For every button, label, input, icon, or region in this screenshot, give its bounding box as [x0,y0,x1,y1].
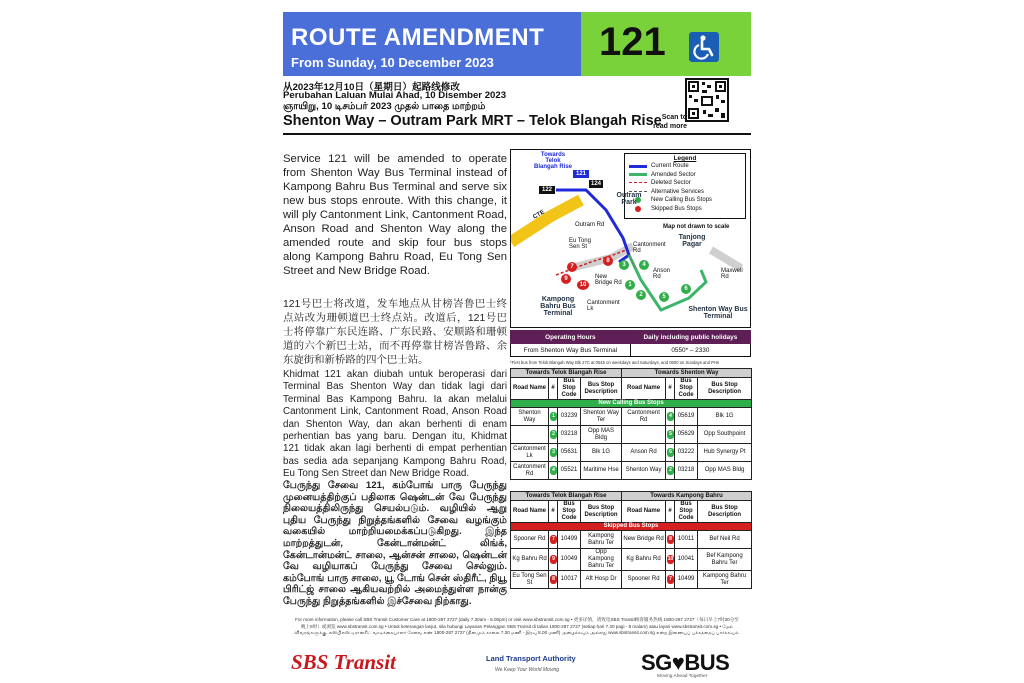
service-number-block [581,12,751,76]
operating-hours-table [510,330,751,357]
column-header: Bus Stop Description [698,378,752,400]
scan-label: Scan to read more [653,114,687,130]
stop-number-cell [666,531,675,549]
qr-code[interactable] [685,78,729,122]
map-label-tanjong-pagar: Tanjong Pagar [678,234,706,248]
column-header: Road Name [511,378,549,400]
new-stop-marker: 3 [619,260,629,270]
stop-number-cell [666,462,675,480]
stop-number-badge: 4 [667,412,674,421]
stop-number-badge: 3 [550,448,557,457]
bus-stop-description-cell: Kampong Bahru Ter [698,571,752,589]
table-row [511,426,752,444]
bus-stop-code-cell: 05521 [558,462,581,480]
legend-title: Legend [673,155,697,162]
map-scale-note: Map not drawn to scale [663,224,730,230]
bus-stop-code-cell: 03239 [558,408,581,426]
column-header: Bus Stop Code [558,378,581,400]
date-line-chinese: 从2023年12月10日（星期日）起路线修改 [283,82,460,93]
skipped-stop-marker: 10 [577,280,589,290]
effective-date: From Sunday, 10 December 2023 [291,55,494,70]
skipped-stops-body [511,531,752,589]
stop-number-cell [549,531,558,549]
date-line-tamil: ஞாயிறு, 10 டிசம்பர் 2023 முதல் பாதை மாற்றம் [283,101,486,112]
bus-stop-description-cell: Shenton Way Ter [581,408,622,426]
new-stop-marker: 4 [639,260,649,270]
table-row [511,531,752,549]
bus-stop-code-cell: 10499 [558,531,581,549]
table-row [511,408,752,426]
road-name-cell: New Bridge Rd [622,531,666,549]
stop-number-cell [666,444,675,462]
date-line-malay: Perubahan Laluan Mulai Ahad, 10 Disember 2023 [283,90,507,101]
current-route-swatch [629,165,647,168]
direction-header: Towards Telok Blangah Rise [511,492,622,501]
stop-number-cell [666,571,675,589]
map-label-outram-park: Outram Park [616,192,642,206]
skipped-stop-marker: 7 [567,262,577,272]
stop-number-badge: 5 [667,430,674,439]
table-row [511,549,752,571]
wheelchair-icon [689,32,719,62]
new-stops-table [510,368,751,480]
bus-stop-code-cell: 10011 [675,531,698,549]
new-stops-body [511,408,752,480]
bus-stop-code-cell: 10049 [558,549,581,571]
map-label-maxwell-rd: Maxwell Rd [721,268,743,280]
sg-bus-tagline: Moving Ahead Together [657,674,708,679]
map-label-cantonment-rd: Cantonment Rd [633,242,666,254]
stop-number-cell [549,462,558,480]
bus-stop-description-cell: Kampong Bahru Ter [581,531,622,549]
bus-stop-code-cell: 05629 [675,426,698,444]
description-tamil: பேருந்து சேவை 121, கம்போங் பாரு பேருந்து முனையத்திற்குப் பதிலாக ஷென்டன் வே பேருந்து நிலையத்திலிருந்து செயல்படும். வழியில் ஆறு புதிய பேருந்து நிறுத்தங்களில் சேவை வழங்கும் வகையில் மாற்றியமைக்கப்படுகிறது. இந்த மாற்றத்துடன், கேன்டான்மன்ட் லிங்க், கேன்டான்மன்ட் சாலை, ஆன்சன் சாலை, ஷென்டன் வே வழியாகப் பேருந்து சேவை செல்லும். கம்போங் பாரு சாலை, யூ டோங் சென் ஸ்திரீட், நியூ பிரிட்ஜ் சாலை ஆகியவற்றில் அமைந்துள்ள நான்கு பேருந்து நிறுத்தங்களில் இச்சேவை நிற்காது. [283,480,507,607]
legend-item: Amended Sector [625,171,745,180]
table-row [511,462,752,480]
legend-item: Deleted Sector [625,179,745,188]
bus-stop-code-cell: 05631 [558,444,581,462]
road-name-cell: Cantonment Lk [511,444,549,462]
legend-item: Current Route [625,162,745,171]
hours-header-days: Daily including public holidays [630,331,750,344]
bus-stop-code-cell: 03218 [558,426,581,444]
bus-stop-description-cell: Blk 1G [698,408,752,426]
skipped-stop-marker: 8 [603,256,613,266]
column-header: Road Name [622,378,666,400]
new-stop-marker: 2 [636,290,646,300]
direction-header: Towards Kampong Bahru [622,492,752,501]
road-name-cell [622,426,666,444]
service-number: 121 [599,20,666,64]
bus-stop-description-cell: Maritime Hse [581,462,622,480]
legend-item: Alternative Services [625,188,745,197]
bus-stop-code-cell: 03218 [675,462,698,480]
map-label-cte: CTE [532,209,546,221]
road-name-cell: Shenton Way [622,462,666,480]
route-amendment-notice [281,10,753,678]
header-title-block [283,12,581,76]
road-name-cell: Spooner Rd [511,531,549,549]
bus-stop-description-cell: Bef Neil Rd [698,531,752,549]
stop-number-badge: 8 [667,535,674,544]
road-name-cell: Cantonment Rd [511,462,549,480]
map-label-anson-rd: Anson Rd [653,268,671,280]
footer-contact-text: For more information, please call SBS Transit Customer Care at 1800-287 2727 (daily 7.30am - 8.00pm) or visit www.sbstransit.com.sg • 更多详情，请致电SBS Transit顾客服务热线 1800-287 2727（每日早上7时30分至晚上8时）或浏览 www.sbstransit.com.sg • Untuk keterangan lanjut, sila hubungi Layanan Pelanggan SBS Transit di talian 1800-287 2727 (setiap hari 7.30 pagi - 8 malam) atau layari www.sbstransit.com.sg • மேல் விவரங்களுக்கு, எஸ்பிஎஸ் டிரான்சிட் வாடிக்கையாளர் சேவை எண் 1800-287 2727 (தினமும் காலை 7.30 மணி - இரவு 8.00 மணி) அழைக்கவும் அல்லது www.sbstransit.com.sg என்ற இணையப் பக்கத்தைப் பார்க்கவும். [294,617,740,636]
sbs-transit-logo: SBS Transit [291,650,396,674]
stop-number-badge: 10 [667,556,674,562]
road-name-cell: Kg Bahru Rd [511,549,549,571]
stop-number-cell [549,549,558,571]
bus-stop-description-cell: Hub Synergy Pt [698,444,752,462]
map-label-122: 122 [539,186,555,194]
new-stops-band: New Calling Bus Stops [511,400,752,408]
road-name-cell: Shenton Way [511,408,549,426]
deleted-sector-swatch [629,182,647,184]
column-header: Bus Stop Description [581,501,622,523]
lta-logo: Land Transport Authority [486,654,576,663]
bus-stop-description-cell: Bef Kampong Bahru Ter [698,549,752,571]
road-name-cell: Eu Tong Sen St [511,571,549,589]
skipped-stop-dot-icon [635,206,641,212]
legend-item: New Calling Bus Stops [625,196,745,205]
map-label-kampong-bahru-terminal: Kampong Bahru Bus Terminal [540,296,576,317]
road-name-cell: Kg Bahru Rd [622,549,666,571]
column-header: # [666,378,675,400]
hours-row-value: 0550* – 2330 [630,344,750,357]
amended-sector-swatch [629,173,647,176]
road-name-cell: Anson Rd [622,444,666,462]
bus-stop-code-cell: 03222 [675,444,698,462]
column-header: Bus Stop Description [581,378,622,400]
description-english: Service 121 will be amended to operate from Shenton Way Bus Terminal instead of Kampong Bahru Bus Terminal and serve six new bus stops enroute. With this change, it will ply Cantonment Link, Cantonment Road, Anson Road and Shenton Way along the amended route and skip four bus stops along Kampong Bahru Road, Eu Tong Sen Street and New Bridge Road. [283,153,507,277]
description-malay: Khidmat 121 akan diubah untuk beroperasi dari Terminal Bas Shenton Way dan tidak lagi dari Terminal Bas Kampong Bahru. Ia akan melalui Cantonment Link, Cantonment Road, Anson Road dan Shenton Way, dan akan berhenti di enam perhentian bas yang baru. Dengan itu, Khidmat 121 tidak akan lagi berhenti di empat perhentian bas sedia ada sepanjang Kampong Bahru Road, Eu Tong Sen Street dan New Bridge Road. [283,369,507,480]
bus-stop-description-cell: Opp Kampong Bahru Ter [581,549,622,571]
bus-stop-code-cell: 10499 [675,571,698,589]
stop-number-badge: 2 [550,430,557,439]
direction-header: Towards Shenton Way [622,369,752,378]
map-legend [624,153,746,219]
route-name: Shenton Way – Outram Park MRT – Telok Blangah Rise [283,113,662,129]
map-label-eu-tong-sen: Eu Tong Sen St [569,238,591,250]
description-chinese: 121号巴士将改道，发车地点从甘榜峇鲁巴士终点站改为珊顿道巴士终点站。改道后，121号巴士将停靠广东民连路、广东民路、安顺路和珊顿道的六个新巴士站，而不再停靠甘榜峇鲁路、余东旋街和新桥路的四个巴士站。 [283,299,507,366]
column-header: Road Name [622,501,666,523]
stop-number-badge: 7 [667,575,674,584]
map-label-towards: Towards Telok Blangah Rise [533,152,572,170]
column-header: # [549,501,558,523]
column-header: # [549,378,558,400]
stop-number-badge: 4 [550,466,557,475]
new-stop-marker: 6 [681,284,691,294]
skipped-stops-band: Skipped Bus Stops [511,523,752,531]
stop-number-cell [549,426,558,444]
column-header: Bus Stop Description [698,501,752,523]
map-label-124: 124 [591,181,602,187]
bus-stop-description-cell: Opp Southpoint [698,426,752,444]
road-name-cell [511,426,549,444]
stop-number-cell [549,571,558,589]
road-name-cell: Spooner Rd [622,571,666,589]
hours-row-label: From Shenton Way Bus Terminal [511,344,631,357]
hours-header-label: Operating Hours [511,331,631,344]
new-stop-marker: 1 [625,280,635,290]
stop-number-cell [549,408,558,426]
map-label-new-bridge: New Bridge Rd [595,274,622,286]
stop-number-badge: 8 [550,575,557,584]
column-header: Bus Stop Code [675,378,698,400]
map-label-outram-rd: Outram Rd [575,222,605,228]
road-name-cell: Cantonment Rd [622,408,666,426]
stop-number-cell [666,549,675,571]
sg-bus-logo: SG♥BUS [641,650,730,675]
stop-number-cell [666,426,675,444]
stop-number-badge: 1 [550,412,557,421]
stop-number-cell [549,444,558,462]
bus-stop-code-cell: 05619 [675,408,698,426]
direction-header: Towards Telok Blangah Rise [511,369,622,378]
route-map [510,149,751,328]
hours-footnote: *First bus from Telok Blangah Way Blk 27C at 0545 on weekdays and Saturdays, and 0600 on Sundays and PHs [510,360,720,365]
bus-stop-code-cell: 10041 [675,549,698,571]
notice-title: ROUTE AMENDMENT [291,24,545,51]
bus-stop-code-cell: 10017 [558,571,581,589]
map-label-shenton-way-terminal: Shenton Way Bus Terminal [688,306,748,320]
new-stop-marker: 5 [659,292,669,302]
skipped-stops-table [510,491,751,589]
bus-stop-description-cell: Opp MAS Bldg [698,462,752,480]
table-row [511,444,752,462]
legend-item: Skipped Bus Stops [625,205,745,214]
bus-stop-description-cell: Aft Hosp Dr [581,571,622,589]
stop-number-badge: 7 [550,535,557,544]
stop-number-badge: 9 [550,555,557,564]
lta-tagline: We Keep Your World Moving [495,667,560,673]
column-header: Road Name [511,501,549,523]
table-row [511,571,752,589]
column-header: # [666,501,675,523]
stop-number-badge: 2 [667,466,674,475]
column-header: Bus Stop Code [675,501,698,523]
map-label-cantonment-lk: Cantonment Lk [587,300,620,312]
divider [283,133,751,135]
map-label-121: 121 [573,170,589,178]
bus-stop-description-cell: Blk 1G [581,444,622,462]
skipped-stop-marker: 9 [561,274,571,284]
bus-stop-description-cell: Opp MAS Bldg [581,426,622,444]
stop-number-cell [666,408,675,426]
stop-number-badge: 6 [667,448,674,457]
column-header: Bus Stop Code [558,501,581,523]
